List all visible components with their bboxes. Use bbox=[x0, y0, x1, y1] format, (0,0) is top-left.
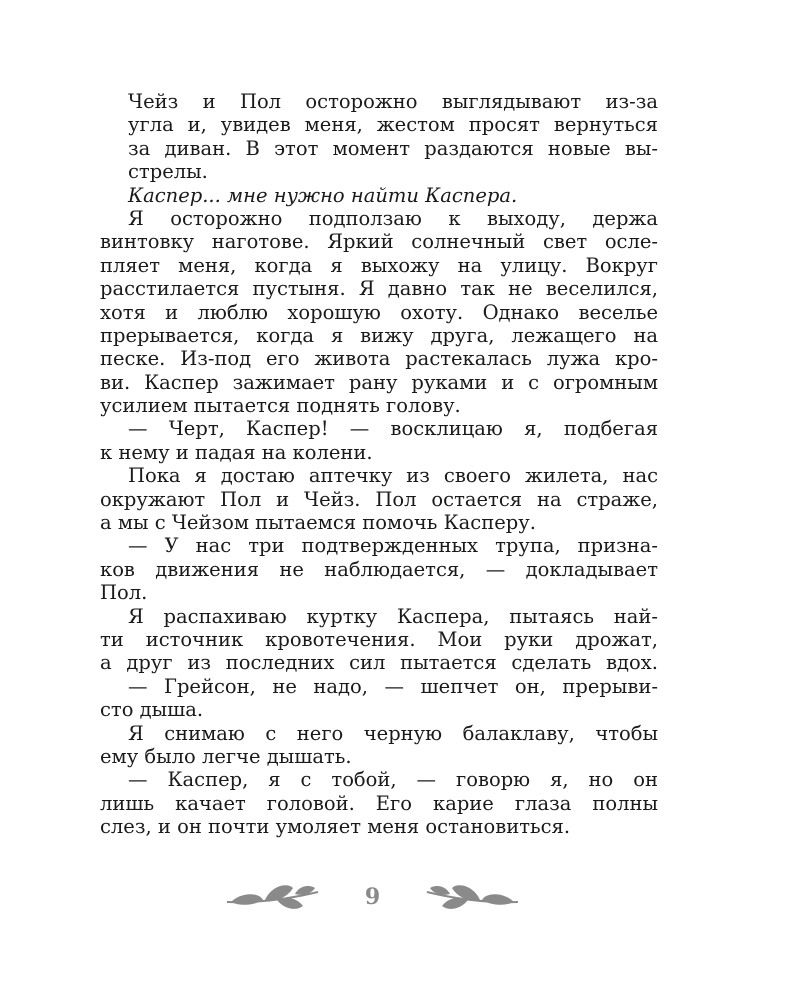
leaf-branch-right-icon bbox=[425, 878, 520, 923]
text-line: а мы с Чейзом пытаемся помочь Касперу. bbox=[100, 511, 536, 535]
text-line: угла и, увидев меня, жестом просят вернуться bbox=[128, 113, 658, 137]
text-line: сто дыша. bbox=[100, 698, 204, 722]
text-line: — У нас три подтвержденных трупа, призна- bbox=[128, 534, 658, 558]
text-line: усилием пытается поднять голову. bbox=[100, 394, 461, 418]
page-number: 9 bbox=[364, 884, 381, 910]
text-line: расстилается пустыня. Я давно так не веселился, bbox=[100, 277, 658, 301]
text-line: а друг из последних сил пытается сделать вдох. bbox=[100, 651, 658, 675]
text-line: ков движения не наблюдается, — докладывает bbox=[100, 557, 658, 581]
text-line: ему было легче дышать. bbox=[100, 744, 352, 768]
text-line: пляет меня, когда я выхожу на улицу. Вокруг bbox=[100, 253, 658, 277]
text-line: винтовку наготове. Яркий солнечный свет осле- bbox=[100, 230, 658, 254]
text-line: ви. Каспер зажимает рану руками и с огромным bbox=[100, 370, 658, 394]
text-line: к нему и падая на колени. bbox=[100, 440, 373, 464]
text-line: Пол. bbox=[100, 581, 148, 605]
text-line: хотя и люблю хорошую охоту. Однако веселье bbox=[100, 300, 658, 324]
text-line: — Каспер, я с тобой, — говорю я, но он bbox=[128, 768, 658, 792]
text-line: — Грейсон, не надо, — шепчет он, прерыви- bbox=[128, 674, 658, 698]
text-line: слез, и он почти умоляет меня остановиться. bbox=[100, 815, 571, 839]
body-text bbox=[100, 90, 658, 839]
text-line: Я снимаю с него черную балаклаву, чтобы bbox=[128, 721, 658, 745]
text-line: окружают Пол и Чейз. Пол остается на страже, bbox=[100, 487, 658, 511]
text-line-italic: Каспер... мне нужно найти Каспера. bbox=[128, 183, 518, 207]
text-line: Я осторожно подползаю к выходу, держа bbox=[128, 206, 658, 230]
text-line: Пока я достаю аптечку из своего жилета, нас bbox=[128, 464, 658, 488]
text-line: песке. Из-под его живота растекалась лужа кро- bbox=[100, 347, 658, 371]
text-line: Чейз и Пол осторожно выглядывают из-за bbox=[128, 90, 658, 113]
text-line: ти источник кровотечения. Мои руки дрожат, bbox=[100, 627, 658, 651]
text-line: стрелы. bbox=[128, 160, 208, 184]
text-line: за диван. В этот момент раздаются новые вы- bbox=[128, 136, 658, 160]
text-line: лишь качает головой. Его карие глаза полны bbox=[100, 791, 658, 815]
page-footer bbox=[0, 870, 800, 930]
text-line: — Черт, Каспер! — восклицаю я, подбегая bbox=[128, 417, 658, 441]
text-line: Я распахиваю куртку Каспера, пытаясь най- bbox=[128, 604, 658, 628]
text-line: прерывается, когда я вижу друга, лежащего на bbox=[100, 323, 658, 347]
